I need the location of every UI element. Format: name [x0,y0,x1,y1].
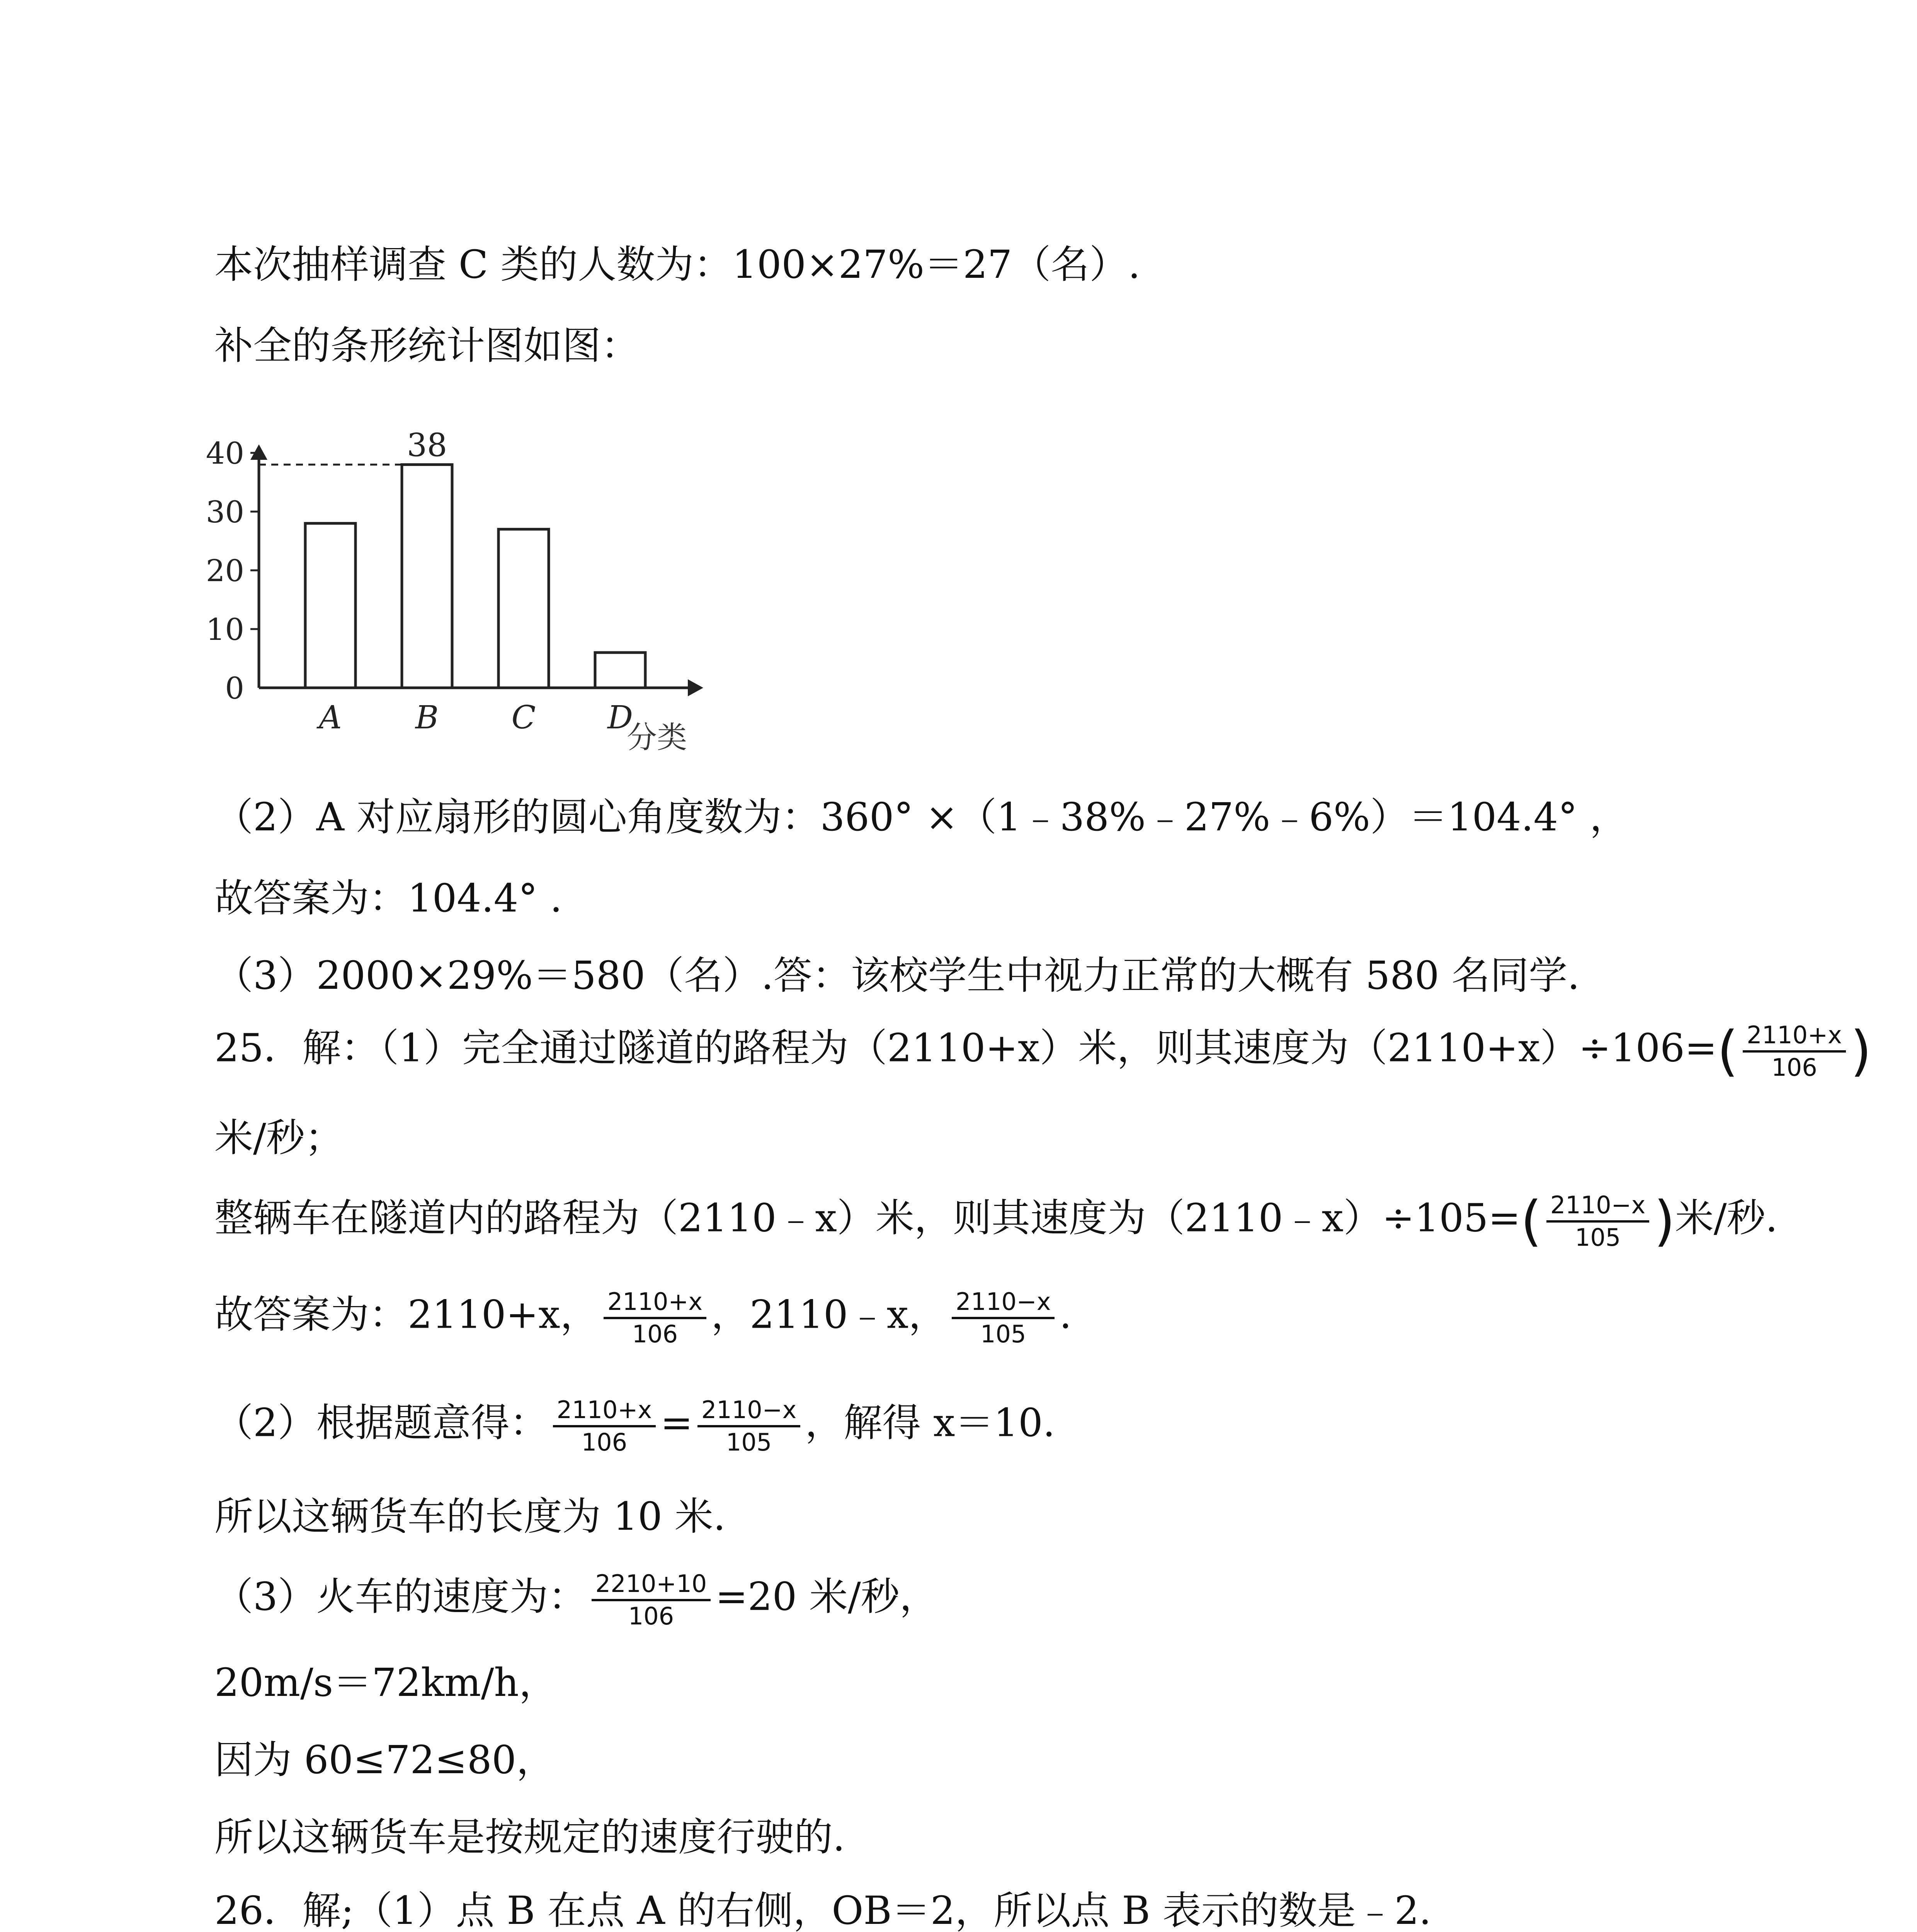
line-text: ，2110﹣x， [711,1292,947,1337]
equals-sign: = [660,1400,693,1446]
y-tick-label: 30 [206,495,244,530]
text-line: 因为 60≤72≤80， [214,1737,555,1782]
bar-chart [201,417,742,757]
text-line: 所以这辆货车的长度为 10 米. [214,1494,726,1539]
fraction-denominator: 105 [726,1428,772,1456]
fraction-denominator: 106 [581,1428,628,1456]
fraction-denominator: 105 [1575,1223,1621,1252]
bar-B [402,464,452,688]
line-text: 米/秒. [1675,1195,1778,1241]
y-tick-label: 40 [206,436,244,471]
fraction [1743,1020,1846,1083]
chart-labels [206,427,687,755]
category-label: B [415,699,439,736]
fraction-numerator: 2110+x [604,1287,706,1319]
bar-C [498,529,549,688]
paren: ( [1521,1190,1542,1253]
fraction-denominator: 105 [980,1320,1026,1348]
fraction [553,1395,656,1458]
fraction-numerator: 2210+10 [592,1569,711,1601]
category-label: D [607,699,633,736]
chart-bars [305,464,645,688]
fraction-numerator: 2110−x [697,1395,800,1427]
fraction [697,1395,800,1458]
fraction-numerator: 2110+x [1743,1020,1846,1053]
text-line: （3）2000×29%＝580（名）.答：该校学生中视力正常的大概有 580 名同学. [214,953,1580,998]
text-line: 补全的条形统计图如图： [214,323,640,368]
fraction-numerator: 2110−x [952,1287,1055,1319]
text-line [214,1020,1871,1083]
text-line [214,1395,1055,1458]
y-tick-label: 0 [225,671,244,706]
text-line [214,1569,938,1631]
line-text: =20 米/秒， [715,1574,938,1619]
bar-D [595,653,645,688]
text-line: 26．解;（1）点 B 在点 A 的右侧，OB＝2，所以点 B 表示的数是﹣2. [214,1888,1431,1932]
line-text: 整辆车在隧道内的路程为（2110﹣x）米，则其速度为（2110﹣x）÷105= [214,1195,1521,1241]
line-text: 25．解：（1）完全通过隧道的路程为（2110+x）米，则其速度为（2110+x）÷106= [214,1025,1717,1071]
text-line: 米/秒； [214,1115,344,1160]
text-line: 本次抽样调查 C 类的人数为：100×27%＝27（名）. [214,242,1141,287]
text-line: 20m/s＝72km/h， [214,1660,558,1705]
text-line: 所以这辆货车是按规定的速度行驶的. [214,1815,845,1860]
text-line: （2）A 对应扇形的圆心角度数为：360° ×（1﹣38%﹣27%﹣6%）＝104.4° ， [214,794,1628,840]
text-line [214,1190,1778,1253]
line-text: 故答案为：2110+x， [214,1292,599,1337]
category-label: C [511,699,536,736]
paren: ( [1717,1020,1738,1083]
x-axis-title: 分类 [626,720,687,755]
category-label: A [319,699,342,736]
text-line [214,1287,1072,1349]
fraction [604,1287,706,1349]
bar-A [305,523,356,688]
fraction-denominator: 106 [632,1320,678,1348]
fraction [1546,1190,1649,1253]
fraction-numerator: 2110+x [553,1395,656,1427]
data-label: 38 [407,427,447,464]
fraction [592,1569,711,1631]
line-text: （3）火车的速度为： [214,1574,587,1619]
line-text: . [1059,1292,1072,1337]
text-line: 故答案为：104.4° . [214,876,562,921]
y-tick-label: 10 [206,612,244,647]
fraction-denominator: 106 [1771,1053,1817,1082]
fraction-numerator: 2110−x [1546,1190,1649,1223]
paren: ) [1850,1020,1872,1083]
y-tick-label: 20 [206,554,244,588]
fraction [952,1287,1055,1349]
paren: ) [1654,1190,1675,1253]
x-axis-arrow-icon [688,679,703,696]
line-text: （2）根据题意得： [214,1400,548,1446]
chart-axes [250,444,703,696]
fraction-denominator: 106 [628,1602,674,1630]
line-text: ，解得 x＝10. [805,1400,1055,1446]
